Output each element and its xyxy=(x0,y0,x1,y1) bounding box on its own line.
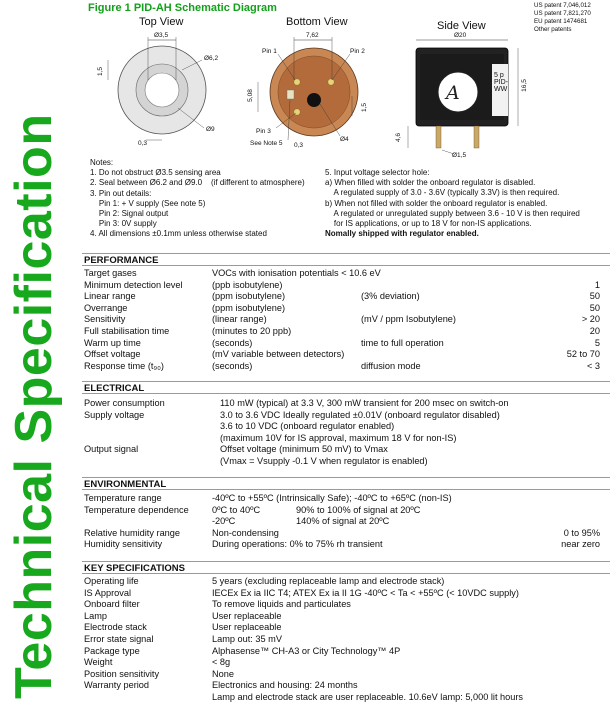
electrical-section xyxy=(82,381,610,476)
table-row: Overrange (ppm isobutylene) 50 xyxy=(84,302,600,313)
side-view-label: Side View xyxy=(437,20,486,32)
note-line: A regulated supply of 3.0 - 3.6V (typically 3.3V) is then required. xyxy=(325,188,560,198)
table-row: Package type Alphasense™ CH-A3 or City Technology™ 4P xyxy=(84,645,401,656)
patent-line: US patent 7,821,270 xyxy=(534,10,591,17)
sidebar xyxy=(0,0,68,707)
top-view-drawing xyxy=(108,37,206,140)
patent-line: EU patent 1474681 xyxy=(534,18,588,25)
sensor-label: 5 p PID- WW xyxy=(494,72,508,93)
dim-v508: 5,08 xyxy=(246,89,254,102)
dim-d15: Ø1,5 xyxy=(452,152,467,159)
section-heading: PERFORMANCE xyxy=(82,253,610,266)
notes-left xyxy=(90,158,330,240)
note-bold-line: Nomally shipped with regulator enabled. xyxy=(325,229,479,239)
table-row: Operating life 5 years (excluding replaceable lamp and electrode stack) xyxy=(84,576,445,586)
table-row: Weight < 8g xyxy=(84,657,231,668)
note-line: a) When filled with solder the onboard regulator is disabled. xyxy=(325,178,536,188)
table-row: Power consumption xyxy=(84,398,165,408)
supply-lines: 3.0 to 3.6 VDC Ideally regulated ±0.01V (onboard regulator disabled) 3.6 to 10 VDC (onboard regulator enabled) (maximum 10V for IS approval, maximum 18 V for non-IS) xyxy=(220,409,500,443)
key-specs-section xyxy=(82,561,610,704)
pin2-label: Pin 2 xyxy=(350,48,365,55)
sidebar-title: Technical Specification xyxy=(5,113,63,699)
note-line: b) When not filled with solder the onboard regulator is enabled. xyxy=(325,198,548,208)
dim-v46: 4,6 xyxy=(395,132,403,143)
dim-v15b: 1,5 xyxy=(361,102,369,113)
power-text: 110 mW (typical) at 3.3 V, 300 mW transient for 200 msec on switch-on xyxy=(220,398,509,408)
table-row: Onboard filter To remove liquids and particulates xyxy=(84,599,351,610)
table-row: -20ºC 140% of signal at 20ºC xyxy=(212,516,390,527)
dim-h762: 7,62 xyxy=(306,32,319,39)
dim-d62: Ø6,2 xyxy=(204,55,219,62)
see-note-label: See Note 5 xyxy=(250,140,283,147)
table-row: Temperature range -40ºC to +55ºC (Intrinsically Safe); -40ºC to +65ºC (non-IS) xyxy=(84,493,452,503)
side-view-drawing xyxy=(408,40,518,154)
note-line: Pin 3: 0V supply xyxy=(90,219,157,229)
patent-line: US patent 7,046,012 xyxy=(534,2,591,9)
table-row: Target gases VOCs with ionisation potentials < 10.6 eV xyxy=(84,268,381,278)
dim-v15: 1,5 xyxy=(97,66,105,77)
table-row: Full stabilisation time (minutes to 20 ppb) 20 xyxy=(84,325,600,336)
note-line: for IS applications, or up to 18 V for non-IS applications. xyxy=(325,219,532,229)
pin1-label: Pin 1 xyxy=(262,48,277,55)
svg-text:A: A xyxy=(446,82,460,104)
table-row: Lamp and electrode stack are user replaceable. 10.6eV lamp: 5,000 lit hours xyxy=(212,691,524,702)
performance-section xyxy=(82,253,610,372)
note-line: Notes: xyxy=(90,158,114,167)
note-line: 1. Do not obstruct Ø3.5 sensing area xyxy=(90,168,221,178)
dim-d4: Ø4 xyxy=(340,136,349,143)
section-heading: ELECTRICAL xyxy=(82,381,610,394)
note-line: Pin 2: Signal output xyxy=(90,209,169,219)
notes-right xyxy=(325,168,610,239)
table-row: Minimum detection level (ppb isobutylene) 1 xyxy=(84,279,600,290)
note-line: 4. All dimensions ±0.1mm unless otherwise stated xyxy=(90,229,267,239)
table-row: IS Approval IECEx Ex ia IIC T4; ATEX Ex ia II 1G -40ºC < Ta < +55ºC (< 10VDC supply) xyxy=(84,587,519,598)
dim-d35: Ø3,5 xyxy=(154,32,169,39)
output-lines: Offset voltage (minimum 50 mV) to Vmax (Vmax = Vsupply -0.1 V when regulator is enabled) xyxy=(220,444,428,466)
table-row: Lamp User replaceable xyxy=(84,610,282,621)
dim-v03a: 0,3 xyxy=(138,140,148,147)
table-row: Electrode stack User replaceable xyxy=(84,622,282,633)
section-heading: ENVIRONMENTAL xyxy=(82,477,610,490)
table-row: Relative humidity range Non-condensing 0 to 95% xyxy=(84,527,600,538)
figure-title: Figure 1 PID-AH Schematic Diagram xyxy=(88,2,277,14)
table-row: Humidity sensitivity During operations: 0% to 75% rh transient near zero xyxy=(84,539,600,550)
table-row: Linear range (ppm isobutylene) (3% deviation) 50 xyxy=(84,291,600,302)
table-row: Output signal xyxy=(84,444,139,455)
table-row: Sensitivity (linear range) (mV / ppm Isobutylene) > 20 xyxy=(84,314,600,325)
table-row: Temperature dependence 0ºC to 40ºC 90% to 100% of signal at 20ºC xyxy=(84,504,421,515)
patent-line: Other patents xyxy=(534,26,572,33)
table-row: Supply voltage xyxy=(84,409,145,420)
table-row: Warranty period Electronics and housing: 24 months xyxy=(84,680,358,691)
pin3-label: Pin 3 xyxy=(256,128,271,135)
note-line: A regulated or unregulated supply between 3.6 - 10 V is then required xyxy=(325,208,580,218)
note-line: 3. Pin out details: xyxy=(90,188,152,198)
table-row: Position sensitivity None xyxy=(84,668,234,679)
dim-v165: 16,5 xyxy=(520,79,528,92)
top-view-label: Top View xyxy=(139,16,184,28)
table-row: Response time (t₉₀) (seconds) diffusion mode < 3 xyxy=(84,360,600,371)
dim-d20: Ø20 xyxy=(454,32,467,39)
dim-d9: Ø9 xyxy=(206,126,215,133)
table-row: Error state signal Lamp out: 35 mV xyxy=(84,633,282,644)
environmental-section xyxy=(82,477,610,557)
table-row: Offset voltage (mV variable between detectors) 52 to 70 xyxy=(84,349,600,360)
note-line: 5. Input voltage selector hole: xyxy=(325,168,430,177)
bottom-view-label: Bottom View xyxy=(286,16,348,28)
note-line: Pin 1: + V supply (See note 5) xyxy=(90,198,206,208)
section-heading: KEY SPECIFICATIONS xyxy=(82,561,610,574)
content xyxy=(82,0,610,707)
note-line: 2. Seal between Ø6.2 and Ø9.0 (if different to atmosphere) xyxy=(90,178,305,188)
table-row: Warm up time (seconds) time to full operation 5 xyxy=(84,337,600,348)
dim-v03b: 0,3 xyxy=(294,142,304,149)
